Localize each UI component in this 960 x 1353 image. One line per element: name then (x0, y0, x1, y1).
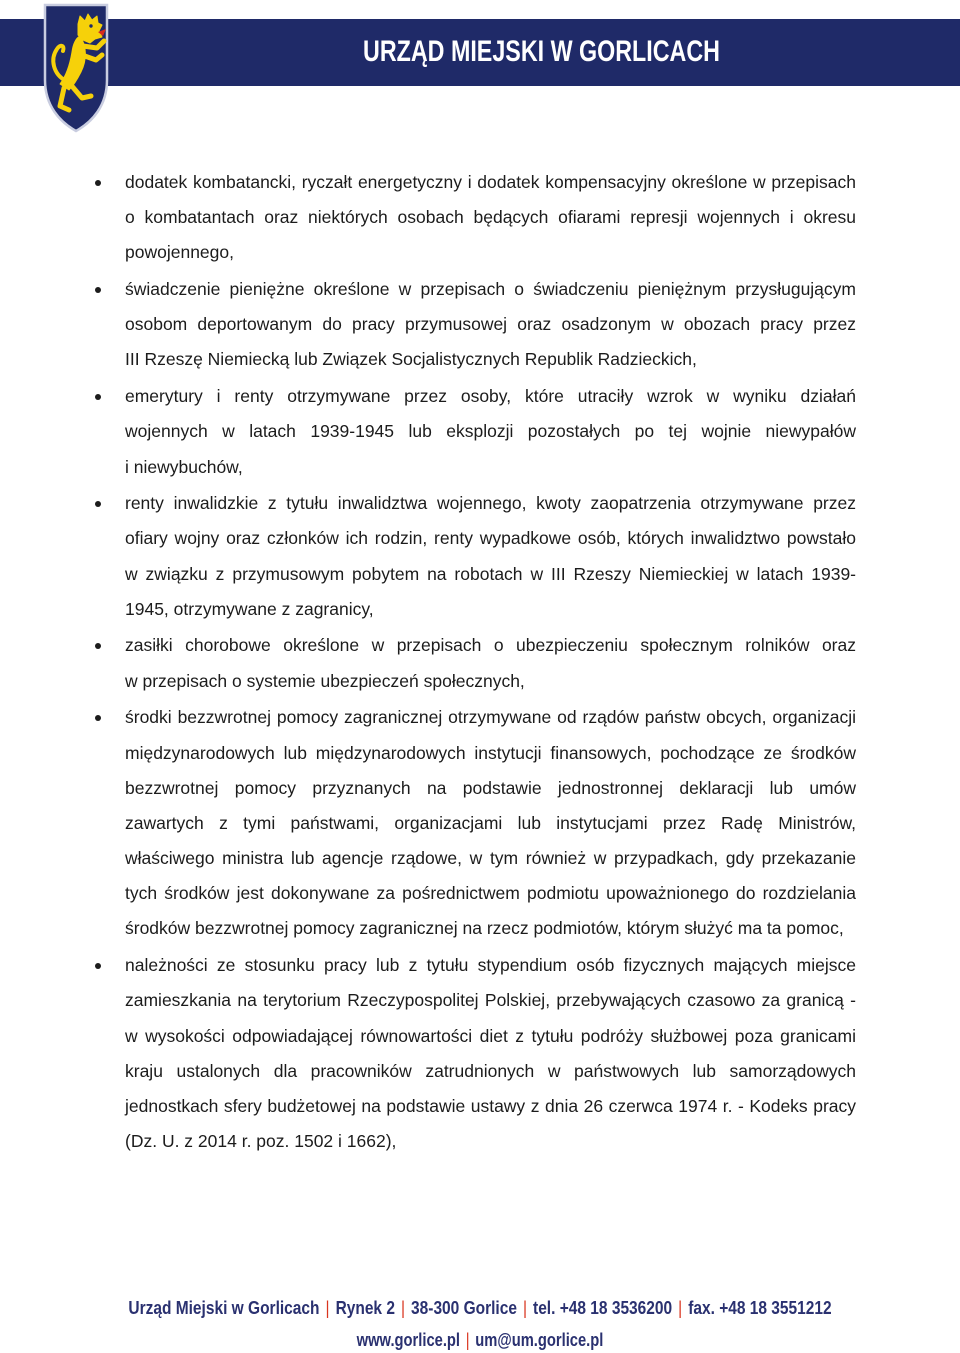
list-item-line: o kombatantach oraz niektórych osobach będących ofiarami represji wojennych i okresu (125, 207, 856, 228)
bullet-icon (95, 963, 101, 969)
footer-separator: | (678, 1298, 683, 1318)
list-item-line: III Rzeszę Niemiecką lub Związek Socjalistycznych Republik Radzieckich, (125, 349, 697, 370)
footer-separator: | (465, 1330, 470, 1350)
list-item-line: i niewybuchów, (125, 456, 243, 477)
list-item-line: (Dz. U. z 2014 r. poz. 1502 i 1662), (125, 1131, 397, 1152)
office-name: URZĄD MIEJSKI W GORLICACH (363, 35, 720, 68)
list-item (125, 486, 856, 627)
list-item-line: w przepisach o systemie ubezpieczeń społecznych, (125, 670, 525, 691)
footer-web (357, 1328, 604, 1352)
income-list (0, 165, 960, 1159)
list-item-line: międzynarodowych lub międzynarodowych instytucji finansowych, pochodzące ze środków (125, 742, 856, 763)
list-item-line: w związku z przymusowym pobytem na robotach w III Rzeszy Niemieckiej w latach 1939- (125, 563, 856, 584)
list-item-line: świadczenie pieniężne określone w przepisach o świadczeniu pieniężnym przysługującym (125, 279, 856, 300)
list-item-line: środków bezzwrotnej pomocy zagranicznej na rzecz podmiotów, którym służyć ma ta pomoc, (125, 918, 844, 939)
list-item-line: tych środków jest dokonywane za pośrednictwem podmiotu upoważnionego do rozdzielania (125, 883, 856, 904)
list-item-line: należności ze stosunku pracy lub z tytułu stypendium osób fizycznych mających miejsce (125, 955, 856, 976)
list-item-line: środki bezzwrotnej pomocy zagranicznej otrzymywane od rządów państw obcych, organizacji (125, 707, 856, 728)
footer-contact (128, 1296, 831, 1320)
list-item (125, 272, 856, 378)
list-item-line: emerytury i renty otrzymywane przez osoby, które utraciły wzrok w wyniku działań (125, 386, 856, 407)
list-item-line: zamieszkania na terytorium Rzeczypospolitej Polskiej, przebywających czasowo za granicą - (125, 990, 856, 1011)
list-item (125, 165, 856, 271)
list-item-line: 1945, otrzymywane z zagranicy, (125, 598, 374, 619)
bullet-icon (95, 287, 101, 293)
footer-postal-city: 38-300 Gorlice (411, 1298, 517, 1318)
list-item-line: jednostkach sfery budżetowej na podstawie ustawy z dnia 26 czerwca 1974 r. - Kodeks pracy (125, 1095, 856, 1116)
list-item (125, 948, 856, 1159)
list-item (125, 628, 856, 698)
list-item-line: właściwego ministra lub agencje rządowe, w tym również w przypadkach, gdy przekazanie (125, 848, 856, 869)
footer-fax: fax. +48 18 3551212 (688, 1298, 832, 1318)
coat-of-arms-lion-icon (42, 2, 110, 134)
footer-website: www.gorlice.pl (356, 1330, 461, 1350)
list-item-line: renty inwalidzkie z tytułu inwalidztwa wojennego, kwoty zaopatrzenia otrzymywane przez (125, 493, 856, 514)
footer-phone: tel. +48 18 3536200 (533, 1298, 673, 1318)
footer-email: um@um.gorlice.pl (475, 1330, 604, 1350)
bullet-icon (95, 501, 101, 507)
list-item-line: w wysokości odpowiadającej równowartości diet z tytułu podróży służbowej poza granicami (125, 1025, 856, 1046)
list-item-line: ofiary wojny oraz członków ich rodzin, renty wypadkowe osób, których inwalidztwo powstało (125, 528, 856, 549)
bullet-icon (95, 180, 101, 186)
footer-separator: | (522, 1298, 528, 1318)
list-item-line: zawartych z tymi państwami, organizacjami lub instytucjami przez Radę Ministrów, (125, 812, 856, 833)
footer-office-name: Urząd Miejski w Gorlicach (128, 1298, 320, 1318)
footer-separator: | (400, 1298, 406, 1318)
lion-eye (89, 24, 92, 27)
list-item (125, 379, 856, 485)
list-item-line: bezzwrotnej pomocy przyznanych na podstawie jednostronnej deklaracji lub umów (125, 777, 856, 798)
list-item-line: dodatek kombatancki, ryczałt energetyczny i dodatek kompensacyjny określone w przepisach (125, 172, 856, 192)
list-item (125, 700, 856, 946)
footer-separator: | (325, 1298, 330, 1318)
list-item-line: kraju ustalonych dla pracowników zatrudnionych w państwowych lub samorządowych (125, 1060, 856, 1081)
bullet-icon (95, 394, 101, 400)
bullet-icon (95, 715, 101, 721)
list-item-line: zasiłki chorobowe określone w przepisach o ubezpieczeniu społecznym rolników oraz (125, 635, 856, 656)
footer-street: Rynek 2 (335, 1298, 395, 1318)
bullet-icon (95, 643, 101, 649)
list-item-line: powojennego, (125, 242, 234, 263)
list-item-line: wojennych w latach 1939-1945 lub eksplozji pozostałych po tej wojnie niewypałów (125, 421, 856, 442)
list-item-line: osobom deportowanym do pracy przymusowej oraz osadzonym w obozach pracy przez (125, 314, 856, 335)
